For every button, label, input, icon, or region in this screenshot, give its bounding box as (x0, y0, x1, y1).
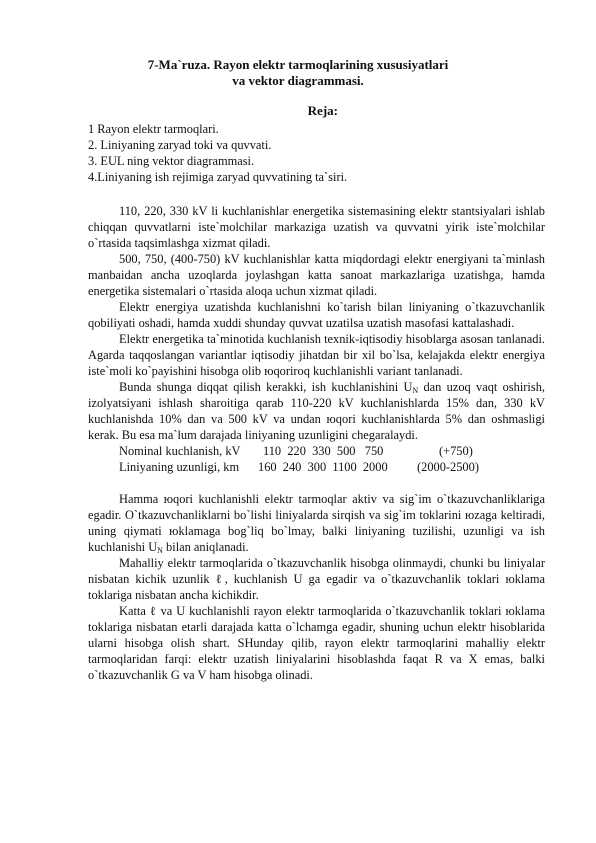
paragraph-text: bilan aniqlanadi. (162, 540, 249, 554)
paragraph: Elektr energiya uzatishda kuchlanishni ko`tarish bilan liniyaning o`tkazuvchanlik qobiliyati oshadi, hamda xuddi shunday quvvat uzatilsa uzatish masofasi kattalashadi. (88, 300, 545, 330)
voltage-values: 110 220 330 500 750 (263, 444, 384, 458)
plan-item: 3. EUL ning vektor diagrammasi. (88, 154, 255, 168)
plan-item: 1 Rayon elektr tarmoqlari. (88, 122, 219, 136)
plan-heading: Reja: (307, 103, 338, 118)
plan-item: 2. Liniyaning zaryad toki va quvvati. (88, 138, 272, 152)
paragraph-text: dan uzoq vaqt oshirish, izolyatsiyani ishlash sharoitiga qarab 110-220 kV kuchlanishlarda 15% dan, 330 kV kuchlanishda 10% dan va 500 kV va undan юqori kuchlanishlarda 5% dan oshmasligi kerak. Bu esa ma`lum darajada liniyaning uzunligini chegaralaydi. (88, 380, 545, 442)
voltage-extra: (+750) (439, 444, 473, 458)
voltage-row (88, 443, 545, 459)
lecture-body (88, 203, 545, 683)
subscript: N (412, 386, 419, 395)
paragraph (88, 491, 545, 555)
plan-list (88, 121, 508, 185)
length-extra: (2000-2500) (417, 460, 479, 474)
length-values: 160 240 300 1100 2000 (258, 460, 388, 474)
paragraph: Elektr energetika ta`minotida kuchlanish texnik-iqtisodiy hisoblarga asosan tanlanadi. Agarda taqqoslangan variantlar iqtisodiy jihatdan bir xil bo`lsa, kelajakda elektr energiya iste`moli ko`payishini hisobga olib юqoriroq kuchlanishli variant tanlanadi. (88, 332, 545, 378)
title-line-1: 7-Ma`ruza. Rayon elektr tarmoqlarining xususiyatlari (147, 57, 449, 72)
subscript: N (157, 546, 163, 555)
paragraph (88, 379, 545, 443)
length-row (88, 459, 545, 475)
paragraph: 500, 750, (400-750) kV kuchlanishlar katta miqdordagi elektr energiyani ta`minlash manbaidan ancha uzoqlarda joylashgan katta sanoat markazlariga uzatishga, hamda energetika sistemalari o`rtasida aloqa uchun xizmat qiladi. (88, 252, 545, 298)
paragraph: Katta ℓ va U kuchlanishli rayon elektr tarmoqlarida o`tkazuvchanlik toklari юklama toklariga nisbatan etarli darajada katta o`lchamga egadir, shuning uchun elektr hisoblarida ularni hisobga olish shart. SHunday qilib, rayon elektr tarmoqlarini mahalliy elektr tarmoqlaridan farqi: elektr uzatish liniyalarini hisoblashda faqat R va X emas, balki o`tkazuvchanlik G va V ham hisobga olinadi. (88, 604, 545, 682)
voltage-label: Nominal kuchlanish, kV (119, 444, 241, 458)
paragraph: 110, 220, 330 kV li kuchlanishlar energetika sistemasining elektr stantsiyalari ishlab chiqqan quvvatlarni iste`molchilar markaziga uzatish va quvvatni yirik iste`molchilar o`rtasida taqsimlashga xizmat qiladi. (88, 204, 545, 250)
paragraph: Mahalliy elektr tarmoqlarida o`tkazuvchanlik hisobga olinmaydi, chunki bu liniyalar nisbatan kichik uzunlik ℓ, kuchlanish U ga egadir va o`tkazuvchanlik toklari юklama toklariga nisbatan ancha kichikdir. (88, 556, 545, 602)
lecture-title (60, 57, 536, 89)
paragraph-text: Hamma юqori kuchlanishli elektr tarmoqlar aktiv va sig`im o`tkazuvchanliklariga egadir. O`tkazuvchanliklarni bo`lishi liniyalarda sirqish va sig`im toklarini юzaga keltiradi, uning qiymati юklamaga bog`liq bo`lmay, balki liniyaning tuzilishi, uzunligi va ish kuchlanishi U (88, 492, 545, 554)
blank-line (88, 475, 545, 491)
paragraph-text: Bunda shunga diqqat qilish kerakki, ish kuchlanishini U (119, 380, 413, 394)
plan-item: 4.Liniyaning ish rejimiga zaryad quvvatining ta`siri. (88, 170, 348, 184)
title-line-2: va vektor diagrammasi. (232, 73, 364, 88)
length-label: Liniyaning uzunligi, km (119, 460, 240, 474)
